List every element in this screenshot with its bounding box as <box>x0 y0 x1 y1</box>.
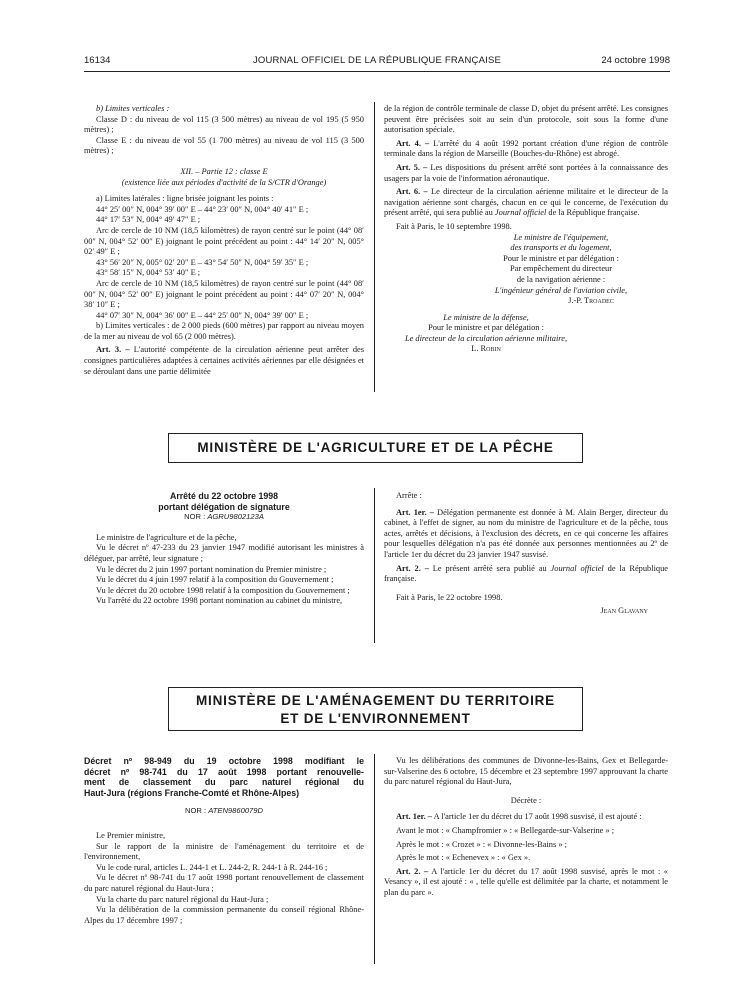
lateral-limits-label: a) Limites latérales : ligne brisée joignant les points : <box>96 194 274 204</box>
journal-title: JOURNAL OFFICIEL DE LA RÉPUBLIQUE FRANÇAISE <box>252 55 502 66</box>
article-3-label: Art. 3. – <box>96 345 130 355</box>
decree-title-line4: Haut-Jura (régions Franche-Comté et Rhône-Alpes) <box>84 787 300 798</box>
signature-block-equipment <box>454 233 668 307</box>
agri-article-2-text-a: Le présent arrêté sera publié au <box>428 563 551 573</box>
agri-p5: Vu le décret du 20 octobre 1998 relatif à la composition du Gouvernement ; <box>96 585 350 595</box>
agri-article-1-text: Délégation permanente est donnée à M. Alain Berger, directeur du cabinet, à l'effet de signer, au nom du ministre de l'agriculture et de la pêche, tous actes, arrêtés et décisions, à l'exclusion des décrets, en ce qui concerne les affaires pour lesquelles délégation n'a pas été donnée aux personnes mentionnées au 2º de l'article 1er du décret du 23 janvier 1947 susvisé. <box>384 507 668 559</box>
arrete-title-line2: portant délégation de signature <box>158 501 290 512</box>
sig2-line1: Le ministre de la défense, <box>443 312 529 322</box>
env-decrete: Décrète : <box>510 795 542 805</box>
page-number: 16134 <box>84 55 111 66</box>
column-separator-bottom <box>374 754 375 964</box>
env-article-2-label: Art. 2. – <box>396 866 429 876</box>
sig2-line2: Pour le ministre et par délégation : <box>428 323 544 333</box>
sig2-name: L. Robin <box>471 344 501 354</box>
vertical-limits-label: b) Limites verticales : <box>96 104 170 113</box>
agriculture-left-column <box>84 491 364 607</box>
decree-nor-code: ATEN9860079D <box>208 806 263 816</box>
article-5-text: Les dispositions du présent arrêté sont portées à la connaissance des usagers par la voie de l'information aéronautique. <box>384 162 669 183</box>
env-p1: Le Premier ministre, <box>96 830 166 840</box>
agri-signature-name: Jean Glavany <box>600 606 648 616</box>
article-5 <box>384 163 668 184</box>
env-article-1-label: Art. 1er. – <box>396 812 432 822</box>
environment-left-column <box>84 756 364 926</box>
ministry-agriculture-title: MINISTÈRE DE L'AGRICULTURE ET DE LA PÊCHE <box>197 440 554 455</box>
sig1-line1: Le ministre de l'équipement, <box>513 232 609 242</box>
agri-p1: Le ministre de l'agriculture et de la pêche, <box>96 532 237 542</box>
env-article-2-text: A l'article 1er du décret du 17 août 1998 susvisé, après le mot : « Vesancy », il est ajouté : « , telle qu'elle est délimitée par la charte, et notamment le plan du parc ». <box>384 866 668 897</box>
environment-right-column <box>384 756 668 899</box>
arrete-title-line1: Arrêté du 22 octobre 1998 <box>169 491 279 501</box>
decree-title-line2: décret nº 98-741 du 17 août 1998 portant renouvelle- <box>84 766 364 777</box>
column-separator-middle <box>374 488 375 643</box>
agri-p4: Vu le décret du 4 juin 1997 relatif à la composition du Gouvernement ; <box>96 575 334 585</box>
sig1-line2: des transports et du logement, <box>510 243 612 253</box>
top-right-column <box>384 104 668 355</box>
section-xii-subtitle: (existence liée aux périodes d'activité de la S/CTR d'Orange) <box>121 177 327 187</box>
agri-p3: Vu le décret du 2 juin 1997 portant nomination du Premier ministre ; <box>96 564 327 574</box>
article-6-text-a: Le directeur de la circulation aérienne militaire et le directeur de la navigation aérienne sont chargés, chacun en ce qui le concerne, de l'exécution du présent arrêté, qui sera publié au <box>384 187 668 218</box>
article-3-text: L'autorité compétente de la circulation aérienne peut arrêter des consignes particulières adaptées à certaines activités aériennes par elle désignées et se déroulant dans une partie délimitée <box>84 345 364 376</box>
decree-nor <box>84 806 364 817</box>
section-xii-title <box>84 167 364 178</box>
agri-article-1-label: Art. 1er. – <box>396 507 434 517</box>
sig1-name: J.-P. Troadec <box>568 296 614 306</box>
section-xii-title-text: XII. – Partie 12 : classe E <box>180 166 268 176</box>
env-right-p1: Vu les délibérations des communes de Divonne-les-Bains, Gex et Bellegarde-sur-Valserine des 6 octobre, 15 décembre et 23 septembre 1997 approuvant la charte du parc naturel régional du Haut-Jura, <box>384 756 668 787</box>
sig1-line4: Par empêchement du directeur <box>509 264 613 274</box>
signature-block-defense <box>384 313 588 355</box>
decree-nor-label: NOR : <box>185 806 209 816</box>
sig2-line3: Le directeur de la circulation aérienne militaire, <box>404 333 568 343</box>
continued-paragraph: de la région de contrôle terminale de classe D, objet du présent arrêté. Les consignes peuvent être précisées soit au sein d'un protocole, soit sous la forme d'une autorisation spéciale. <box>384 104 668 135</box>
sig1-line3: Pour le ministre et par délégation : <box>503 253 619 263</box>
issue-date: 24 octobre 1998 <box>601 55 670 66</box>
coords-3: 43° 56′ 20″ N, 005° 02′ 20″ E – 43° 54′ 50″ N, 004° 59′ 35″ E ; <box>96 257 309 267</box>
agriculture-right-column <box>384 491 668 617</box>
agri-article-1 <box>384 508 668 561</box>
agri-arrete: Arrête : <box>396 491 422 500</box>
arrete-nor-code: AGRU9802123A <box>207 512 264 522</box>
article-6-text-b: de la République française. <box>546 208 640 218</box>
sig1-line6: L'ingénieur général de l'aviation civile, <box>494 285 628 295</box>
article-4-label: Art. 4. – <box>396 138 430 148</box>
class-d-paragraph: Classe D : du niveau de vol 115 (3 500 mètres) au niveau de vol 195 (5 950 mètres) ; <box>84 114 364 135</box>
env-article-1 <box>384 812 668 823</box>
env-p2: Sur le rapport de la ministre de l'aménagement du territoire et de l'environnement, <box>84 841 364 862</box>
header-rule <box>84 71 670 72</box>
ministry-environment-banner <box>168 687 583 731</box>
sig1-line5: de la navigation aérienne : <box>516 274 606 284</box>
env-right-p2: Avant le mot : « Champfromier » : « Bellegarde-sur-Valserine » ; <box>396 825 615 835</box>
article-4 <box>384 139 668 160</box>
ministry-agriculture-banner <box>168 433 583 463</box>
env-p3: Vu le code rural, articles L. 244-1 et L. 244-2, R. 244-1 à R. 244-16 ; <box>96 862 328 872</box>
agri-article-2-text-b: de la République française. <box>384 563 668 584</box>
agri-article-2 <box>384 564 668 585</box>
agri-article-2-journal: Journal officiel <box>550 563 604 573</box>
env-article-1-text: A l'article 1er du décret du 17 août 1998 susvisé, il est ajouté : <box>431 812 642 822</box>
agri-signing-place-date: Fait à Paris, le 22 octobre 1998. <box>396 592 503 602</box>
agri-article-2-label: Art. 2. – <box>396 563 429 573</box>
signing-place-date: Fait à Paris, le 10 septembre 1998. <box>396 221 512 231</box>
agri-p2: Vu le décret nº 47-233 du 23 janvier 1947 modifié autorisant les ministres à déléguer, par arrêté, leur signature ; <box>84 543 364 563</box>
arrete-nor <box>84 512 364 523</box>
class-e-paragraph: Classe E : du niveau de vol 55 (1 700 mètres) au niveau de vol 115 (3 500 mètres) ; <box>84 135 364 156</box>
agri-p6: Vu l'arrêté du 22 octobre 1998 portant nomination au cabinet du ministre, <box>96 596 343 606</box>
article-6-journal: Journal officiel <box>494 208 547 218</box>
arc-paragraph-2: Arc de cercle de 10 NM (18,5 kilomètres) de rayon centré sur le point (44° 08′ 00″ N, 004° 52′ 00″ E) joignant le point précédent au point : 44° 07′ 20″ N, 004° 38′ 10″ E ; <box>84 278 364 310</box>
coords-2: 44° 17′ 53″ N, 004° 49′ 47″ E ; <box>96 215 201 225</box>
article-6-label: Art. 6. – <box>396 187 428 197</box>
article-6 <box>384 187 668 219</box>
env-p4: Vu le décret nº 98-741 du 17 août 1998 portant renouvellement de classement du parc naturel régional du Haut-Jura ; <box>84 873 364 893</box>
arrete-nor-label: NOR : <box>184 512 208 522</box>
coords-4: 43° 58′ 15″ N, 004° 53′ 40″ E ; <box>96 268 201 278</box>
ministry-environment-title-line1: MINISTÈRE DE L'AMÉNAGEMENT DU TERRITOIRE <box>196 693 555 708</box>
article-3 <box>84 345 364 377</box>
column-separator-top <box>374 102 375 392</box>
env-p6: Vu la délibération de la commission permanente du conseil régional Rhône-Alpes du 17 décembre 1997 ; <box>84 905 364 925</box>
article-4-text: L'arrêté du 4 août 1992 portant création d'une région de contrôle terminale dans la région de Marseille (Bouches-du-Rhône) est abrogé. <box>384 138 668 159</box>
env-article-2 <box>384 867 668 899</box>
page-header <box>84 53 670 69</box>
decree-title-line1: Décret nº 98-949 du 19 octobre 1998 modifiant le <box>84 756 364 766</box>
env-p5: Vu la charte du parc naturel régional du Haut-Jura ; <box>96 894 269 904</box>
decree-title <box>84 756 364 798</box>
coords-5: 44° 07′ 30″ N, 004° 36′ 00″ E – 44° 25′ 00″ N, 004° 39′ 00″ E ; <box>96 310 309 320</box>
decree-title-line3: ment de classement du parc naturel régional du <box>84 777 364 788</box>
vertical-limits-paragraph: b) Limites verticales : de 2 000 pieds (600 mètres) par rapport au niveau moyen de la mer au niveau de vol 65 (2 000 mètres). <box>84 321 364 341</box>
arc-paragraph-1: Arc de cercle de 10 NM (18,5 kilomètres) de rayon centré sur le point (44° 08′ 00″ N, 004° 52′ 00″ E) joignant le point précédent au point : 44° 14′ 20″ N, 005° 02′ 49″ E ; <box>84 225 364 257</box>
env-right-p3: Après le mot : « Crozet » : « Divonne-les-Bains » ; <box>396 839 567 849</box>
coords-1: 44° 25′ 00″ N, 004° 39′ 00″ E – 44° 23′ 00″ N, 004° 40′ 41″ E ; <box>96 204 309 214</box>
top-left-column <box>84 104 364 377</box>
article-5-label: Art. 5. – <box>396 162 428 172</box>
env-right-p4: Après le mot : « Echenevex » : « Gex ». <box>396 853 531 863</box>
ministry-environment-title-line2: ET DE L'ENVIRONNEMENT <box>280 711 471 726</box>
